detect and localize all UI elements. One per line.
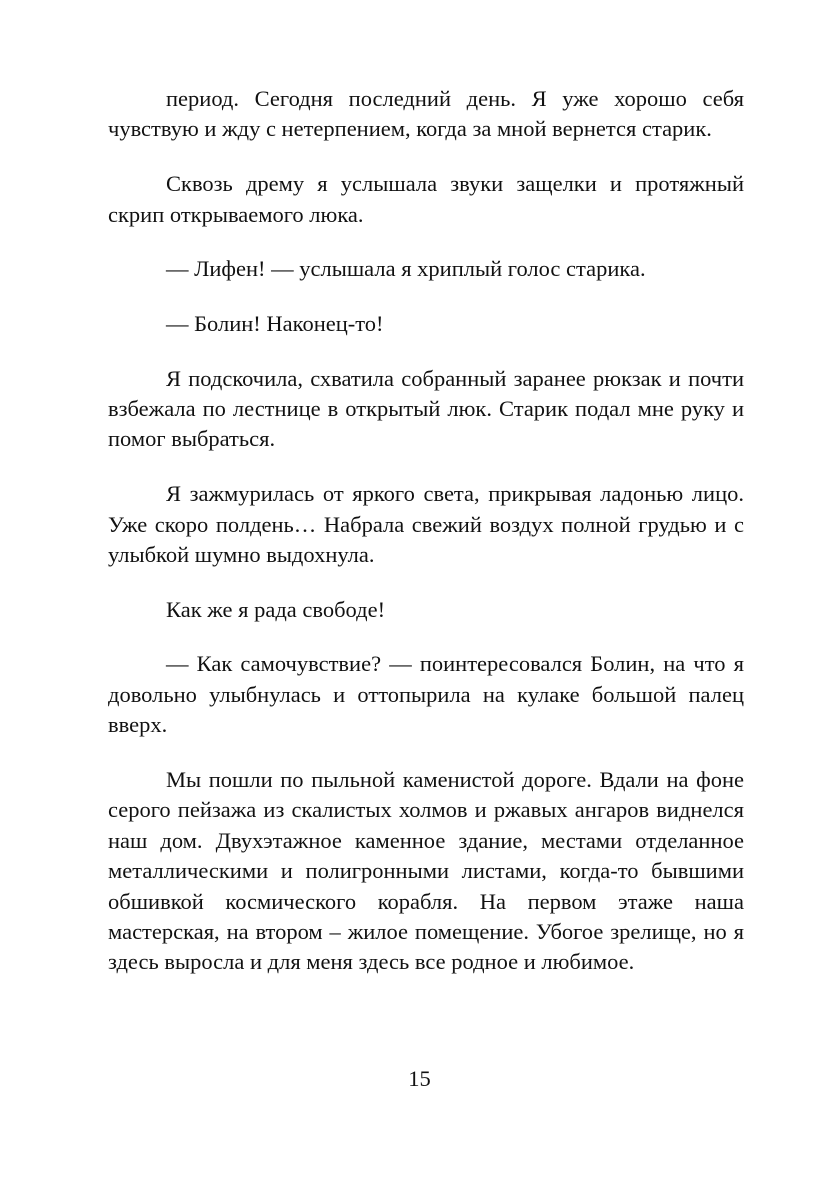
paragraph-7: Как же я рада свободе! — [166, 596, 386, 622]
paragraph-2: Сквозь дрему я услышала звуки защелки и протяжный скрип открываемого люка. — [108, 171, 744, 227]
paragraph-4: — Болин! Наконец-то! — [166, 310, 384, 336]
paragraph-9: Мы пошли по пыльной каменистой дороге. Вдали на фоне серого пейзажа из скалистых холмов и ржавых ангаров виднелся наш дом. Двухэтажное каменное здание, местами отделанное металлическими и полигронными листами, когда-то бывшими обшивкой космического корабля. На первом этаже наша мастерская, на втором – жилое помещение. Убогое зрелище, но я здесь выросла и для меня здесь все родное и любимое. — [108, 766, 744, 975]
paragraph-3: — Лифен! — услышала я хриплый голос старика. — [166, 256, 646, 282]
paragraph-1: период. Сегодня последний день. Я уже хорошо себя чувствую и жду с нетерпением, когда за мной вернется старик. — [108, 86, 744, 142]
page-number: 15 — [408, 1066, 431, 1091]
paragraph-8: — Как самочувствие? — поинтересовался Болин, на что я довольно улыбнулась и оттопырила на кулаке большой палец вверх. — [108, 651, 744, 738]
paragraph-6: Я зажмурилась от яркого света, прикрывая ладонью лицо. Уже скоро полдень… Набрала свежий воздух полной грудью и с улыбкой шумно выдохнула. — [108, 481, 744, 567]
page-body-text — [108, 84, 744, 1002]
paragraph-5: Я подскочила, схватила собранный заранее рюкзак и почти взбежала по лестнице в открытый люк. Старик подал мне руку и помог выбраться. — [108, 365, 744, 452]
